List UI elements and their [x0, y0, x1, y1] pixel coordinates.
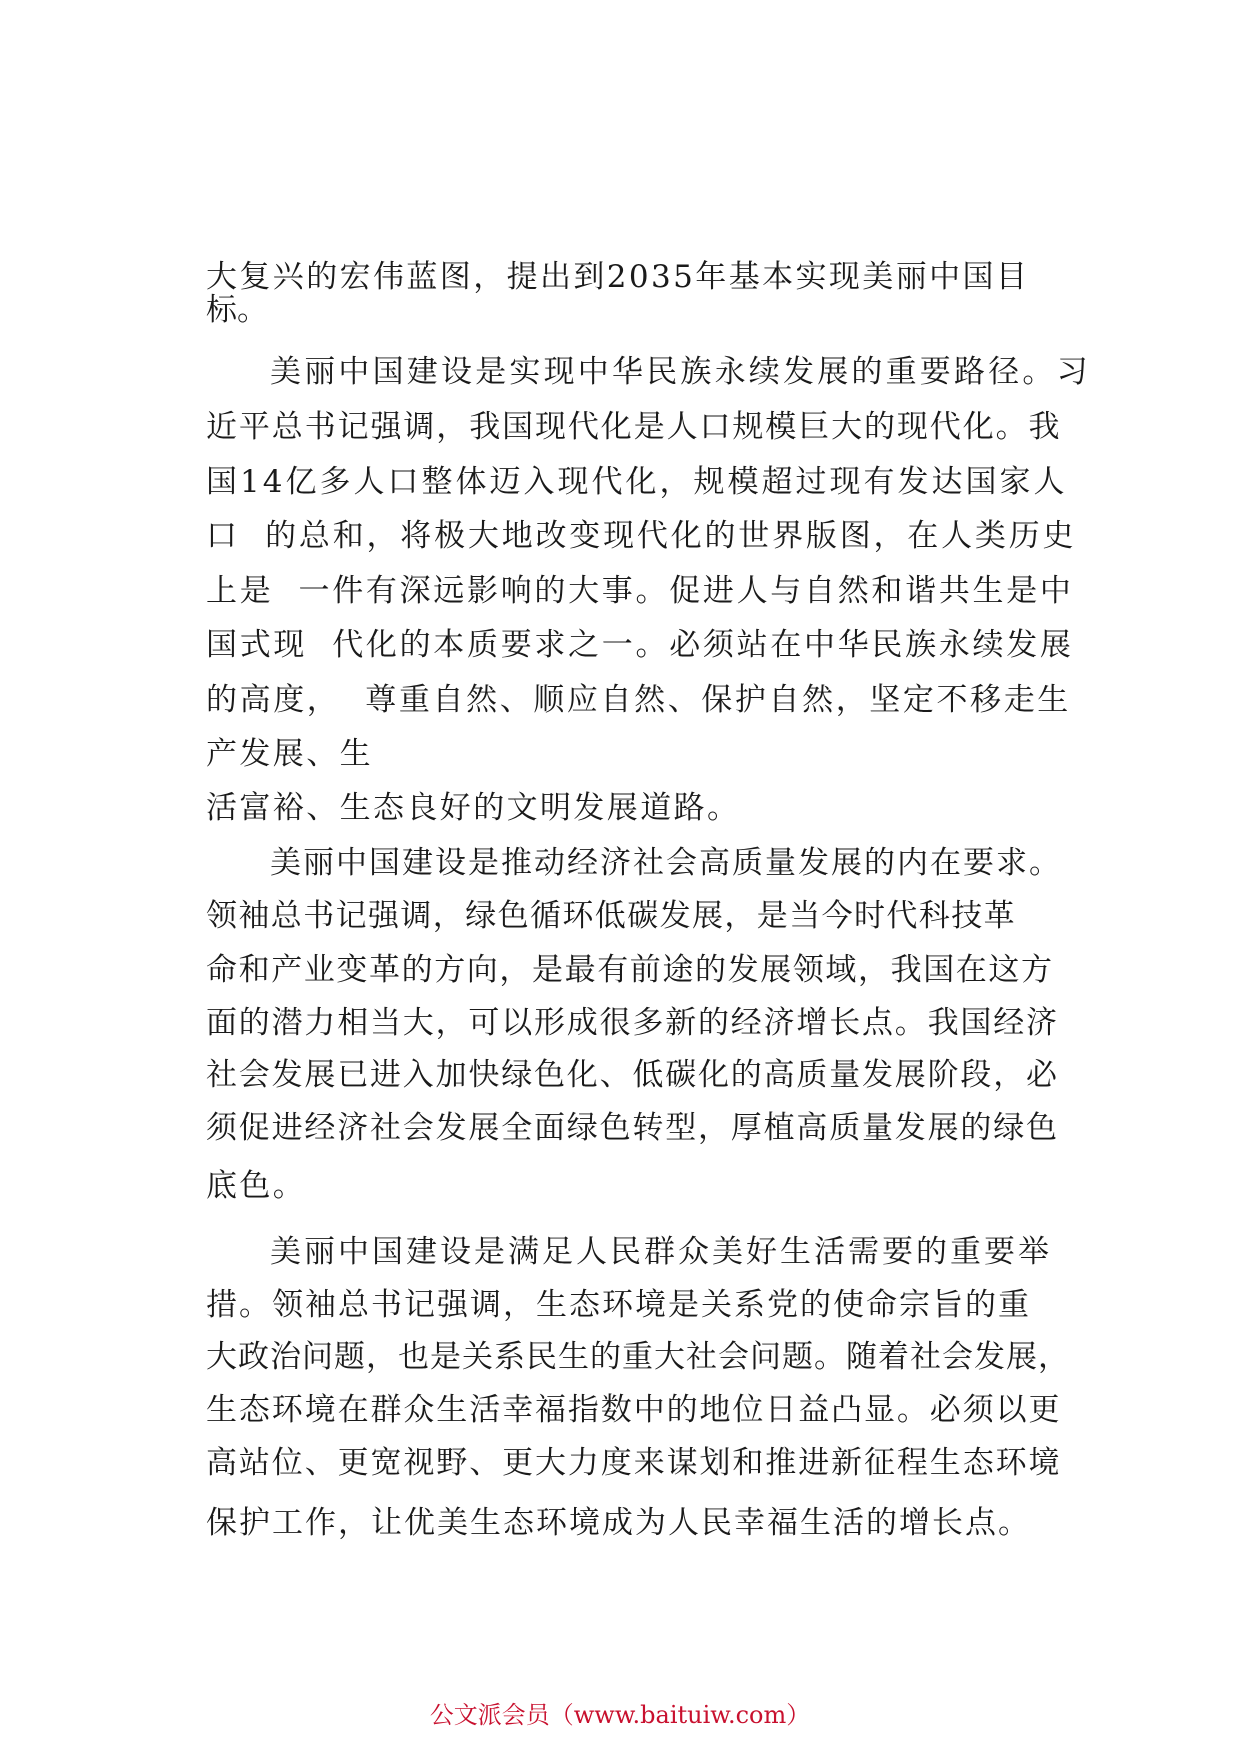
text-line: 大政治问题，也是关系民生的重大社会问题。随着社会发展，: [206, 1339, 1070, 1375]
text-line: 美丽中国建设是推动经济社会高质量发展的内在要求。: [270, 845, 1062, 881]
text-line: 高站位、更宽视野、更大力度来谋划和推进新征程生态环境: [206, 1445, 1062, 1481]
text-line: 美丽中国建设是实现中华民族永续发展的重要路径。习: [270, 354, 1091, 390]
text-line: 的高度， 尊重自然、顺应自然、保护自然，坚定不移走生: [206, 682, 1071, 718]
text-line: 大复兴的宏伟蓝图，提出到2035年基本实现美丽中国目: [206, 259, 1030, 295]
footer-watermark-text: 公文派会员（www.baituiw.com）: [429, 1701, 811, 1729]
text-line: 口 的总和，将极大地改变现代化的世界版图，在人类历史: [206, 518, 1077, 554]
text-line: 底色。: [206, 1168, 307, 1204]
text-line: 上是 一件有深远影响的大事。促进人与自然和谐共生是中: [206, 573, 1074, 609]
text-line: 国式现 代化的本质要求之一。必须站在中华民族永续发展: [206, 627, 1074, 663]
text-line: 须促进经济社会发展全面绿色转型，厚植高质量发展的绿色: [206, 1110, 1059, 1146]
text-line: 措。领袖总书记强调，生态环境是关系党的使命宗旨的重: [206, 1287, 1031, 1323]
text-line: 国14亿多人口整体迈入现代化，规模超过现有发达国家人: [206, 464, 1068, 500]
text-line: 美丽中国建设是满足人民群众美好生活需要的重要举: [270, 1234, 1052, 1270]
text-line: 命和产业变革的方向，是最有前途的发展领域，我国在这方: [206, 952, 1054, 988]
text-line: 保护工作，让优美生态环境成为人民幸福生活的增长点。: [206, 1505, 1031, 1541]
text-line: 面的潜力相当大，可以形成很多新的经济增长点。我国经济: [206, 1005, 1059, 1041]
text-line: 社会发展已进入加快绿色化、低碳化的高质量发展阶段，必: [206, 1057, 1059, 1093]
text-line: 产发展、生: [206, 736, 373, 772]
text-line: 标。: [206, 292, 268, 328]
text-line: 近平总书记强调，我国现代化是人口规模巨大的现代化。我: [206, 409, 1062, 445]
text-line: 活富裕、生态良好的文明发展道路。: [206, 790, 741, 826]
text-line: 生态环境在群众生活幸福指数中的地位日益凸显。必须以更: [206, 1392, 1062, 1428]
text-line: 领袖总书记强调，绿色循环低碳发展，是当今时代科技革: [206, 898, 1016, 934]
